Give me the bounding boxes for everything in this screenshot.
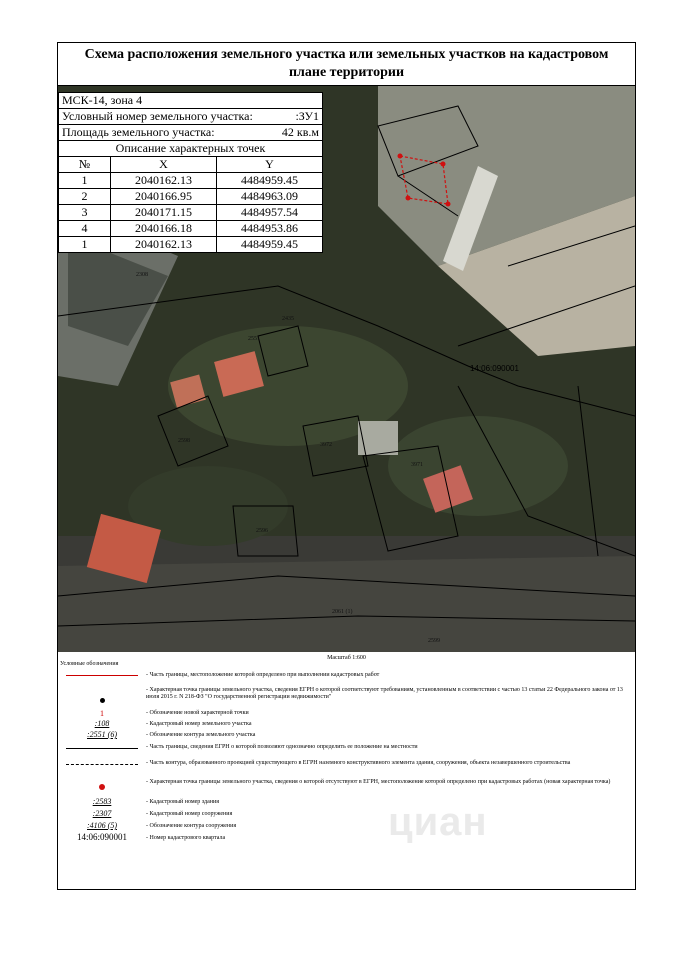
legend-header: Условные обозначения <box>60 661 119 667</box>
legend-quarter-symbol: 14:06:090001 <box>76 832 127 842</box>
points-header: Описание характерных точек <box>59 141 323 157</box>
legend-existing-point-icon <box>100 698 105 703</box>
map-label-3971: 3971 <box>411 462 423 468</box>
legend-structure-number-symbol: :2307 <box>92 809 112 818</box>
col-num-header: № <box>59 157 111 173</box>
map-label-2061: 2061 (1) <box>332 609 353 615</box>
legend-item: - Кадастровый номер здания <box>146 799 219 805</box>
table-row: 1 2040162.13 4484959.45 <box>59 237 323 253</box>
map-label-3972: 3972 <box>320 442 332 448</box>
title-line-2: плане территории <box>288 65 405 80</box>
conditional-number-label: Условный номер земельного участка: <box>62 109 253 123</box>
map-label-2599: 2599 <box>428 638 440 644</box>
map-label-2551: 2551 <box>248 336 260 342</box>
legend-item: - Часть границы, местоположение которой определено при выполнении кадастровых работ <box>146 672 380 678</box>
parcel-info-table <box>58 92 323 253</box>
legend-structure-contour-symbol: :4106 (5) <box>87 821 117 830</box>
legend-new-point-icon <box>99 784 105 790</box>
map-label-2435: 2435 <box>282 316 294 322</box>
legend-building-number-symbol: :2583 <box>92 797 112 806</box>
table-row: 1 2040162.13 4484959.45 <box>59 173 323 189</box>
conditional-number-value: :ЗУ1 <box>295 109 319 123</box>
table-row: 3 2040171.15 4484957.54 <box>59 205 323 221</box>
watermark: циан <box>388 800 488 844</box>
legend-parcel-contour-symbol: :2551 (6) <box>87 730 117 739</box>
legend-new-point-symbol: 1 <box>100 709 104 718</box>
table-row: 4 2040166.18 4484953.86 <box>59 221 323 237</box>
area-row <box>59 125 323 141</box>
legend-item: - Номер кадастрового квартала <box>146 835 226 841</box>
legend-item: - Часть контура, образованного проекцией существующего в ЕГРН наземного конструктивного элемента здания, сооружения, объекта незавершенного строительства <box>146 760 571 766</box>
map-label-2308: 2308 <box>136 272 148 278</box>
legend-line-new-boundary <box>66 675 138 676</box>
map-scale: Масштаб 1:600 <box>327 655 366 661</box>
legend-item: - Обозначение контура сооружения <box>146 823 237 829</box>
document-title <box>58 43 635 86</box>
legend-item: - Кадастровый номер земельного участка <box>146 721 252 727</box>
table-row: 2 2040166.95 4484963.09 <box>59 189 323 205</box>
area-label: Площадь земельного участка: <box>62 125 215 139</box>
col-x-header: X <box>111 157 217 173</box>
legend-item: - Обозначение новой характерной точки <box>146 710 249 716</box>
legend-parcel-number-symbol: :108 <box>94 719 110 728</box>
legend-item: - Часть границы, сведения ЕГРН о которой позволяют однозначно определить ее положение на местности <box>146 744 418 750</box>
legend-item: - Кадастровый номер сооружения <box>146 811 233 817</box>
legend-line-building-contour <box>66 764 138 765</box>
coordinate-system: МСК-14, зона 4 <box>59 93 323 109</box>
title-line-1: Схема расположения земельного участка или земельных участков на кадастровом <box>84 47 609 62</box>
legend-item: - Характерная точка границы земельного участка, сведения ЕГРН о которой соответствуют требованиям, установленным в соответствии с частью 13 статьи 22 Федерального закона от 13 июля 2015 г. N 218-ФЗ "О государственной регистрации недвижимости" <box>146 687 623 700</box>
conditional-number-row <box>59 109 323 125</box>
col-y-header: Y <box>217 157 323 173</box>
legend-item: - Обозначение контура земельного участка <box>146 732 256 738</box>
map-label-2598: 2598 <box>178 438 190 444</box>
quarter-map-label: 14:06:090001 <box>470 364 519 373</box>
map-label-2596: 2596 <box>256 528 268 534</box>
legend-line-known-boundary <box>66 748 138 749</box>
legend-item: - Характерная точка границы земельного участка, сведения о которой отсутствуют в ЕГРН, местоположение которой определено при кадастровых работах (новая характерная точка) <box>146 779 611 785</box>
area-value: 42 кв.м <box>281 125 319 139</box>
